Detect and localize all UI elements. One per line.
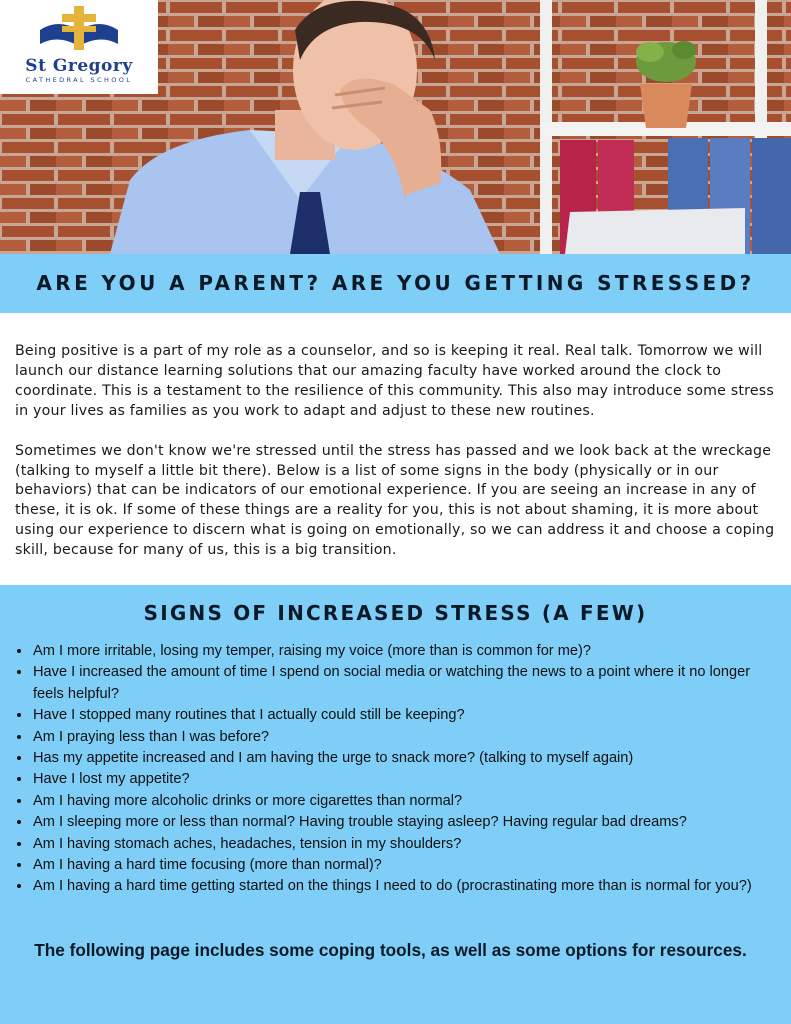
signs-heading: SIGNS OF INCREASED STRESS (A FEW) — [143, 601, 648, 625]
title-banner — [0, 254, 791, 313]
school-subtitle: CATHEDRAL SCHOOL — [25, 76, 133, 84]
list-item: • Am I having a hard time focusing (more than normal)? — [32, 855, 784, 876]
list-item: • Have I stopped many routines that I actually could still be keeping? — [32, 705, 784, 726]
list-item: • Am I praying less than I was before? — [32, 727, 784, 748]
intro-paragraph-1: Being positive is a part of my role as a counselor, and so is keeping it real. Real talk. Tomorrow we will launch our distance learning solutions that our amazing faculty have worked around the clock to coordinate. This is a testament to the resilience of this community. This also may introduce some stress in your lives as families as you work to adapt and adjust to these new routines. — [15, 343, 774, 419]
footer-note: The following page includes some coping tools, as well as some options for resources. — [34, 940, 747, 960]
page-title: ARE YOU A PARENT? ARE YOU GETTING STRESSED? — [36, 271, 755, 295]
school-name: St Gregory — [25, 56, 133, 76]
intro-paragraph-2: Sometimes we don't know we're stressed until the stress has passed and we look back at the wreckage (talking to myself a little bit there). Below is a list of some signs in the body (physically or in our behaviors) that can be indicators of our emotional experience. If you are seeing an increase in any of these, it is ok. If some of these things are a reality for you, this is not about shaming, it is more about using our experience to discern what is going on emotionally, so we can address it and choose a coping skill, because for many of us, this is a big transition. — [15, 442, 775, 559]
school-logo — [0, 0, 158, 94]
cross-crest-icon — [0, 0, 158, 56]
list-item: • Am I sleeping more or less than normal? Having trouble staying asleep? Having regular bad dreams? — [32, 812, 784, 833]
intro-section — [15, 342, 785, 561]
signs-section — [0, 585, 791, 1024]
list-item: • Am I having a hard time getting started on the things I need to do (procrastinating more than is normal for you?) — [32, 876, 784, 897]
list-item: • Am I more irritable, losing my temper, raising my voice (more than is common for me)? — [32, 641, 784, 662]
list-item: • Am I having more alcoholic drinks or more cigarettes than normal? — [32, 791, 784, 812]
list-item: • Have I increased the amount of time I spend on social media or watching the news to a point where it no longer feels helpful? — [32, 662, 784, 705]
list-item: • Has my appetite increased and I am having the urge to snack more? (talking to myself again) — [32, 748, 784, 769]
list-item: • Am I having stomach aches, headaches, tension in my shoulders? — [32, 834, 784, 855]
signs-list — [14, 641, 784, 898]
list-item: • Have I lost my appetite? — [32, 769, 784, 790]
